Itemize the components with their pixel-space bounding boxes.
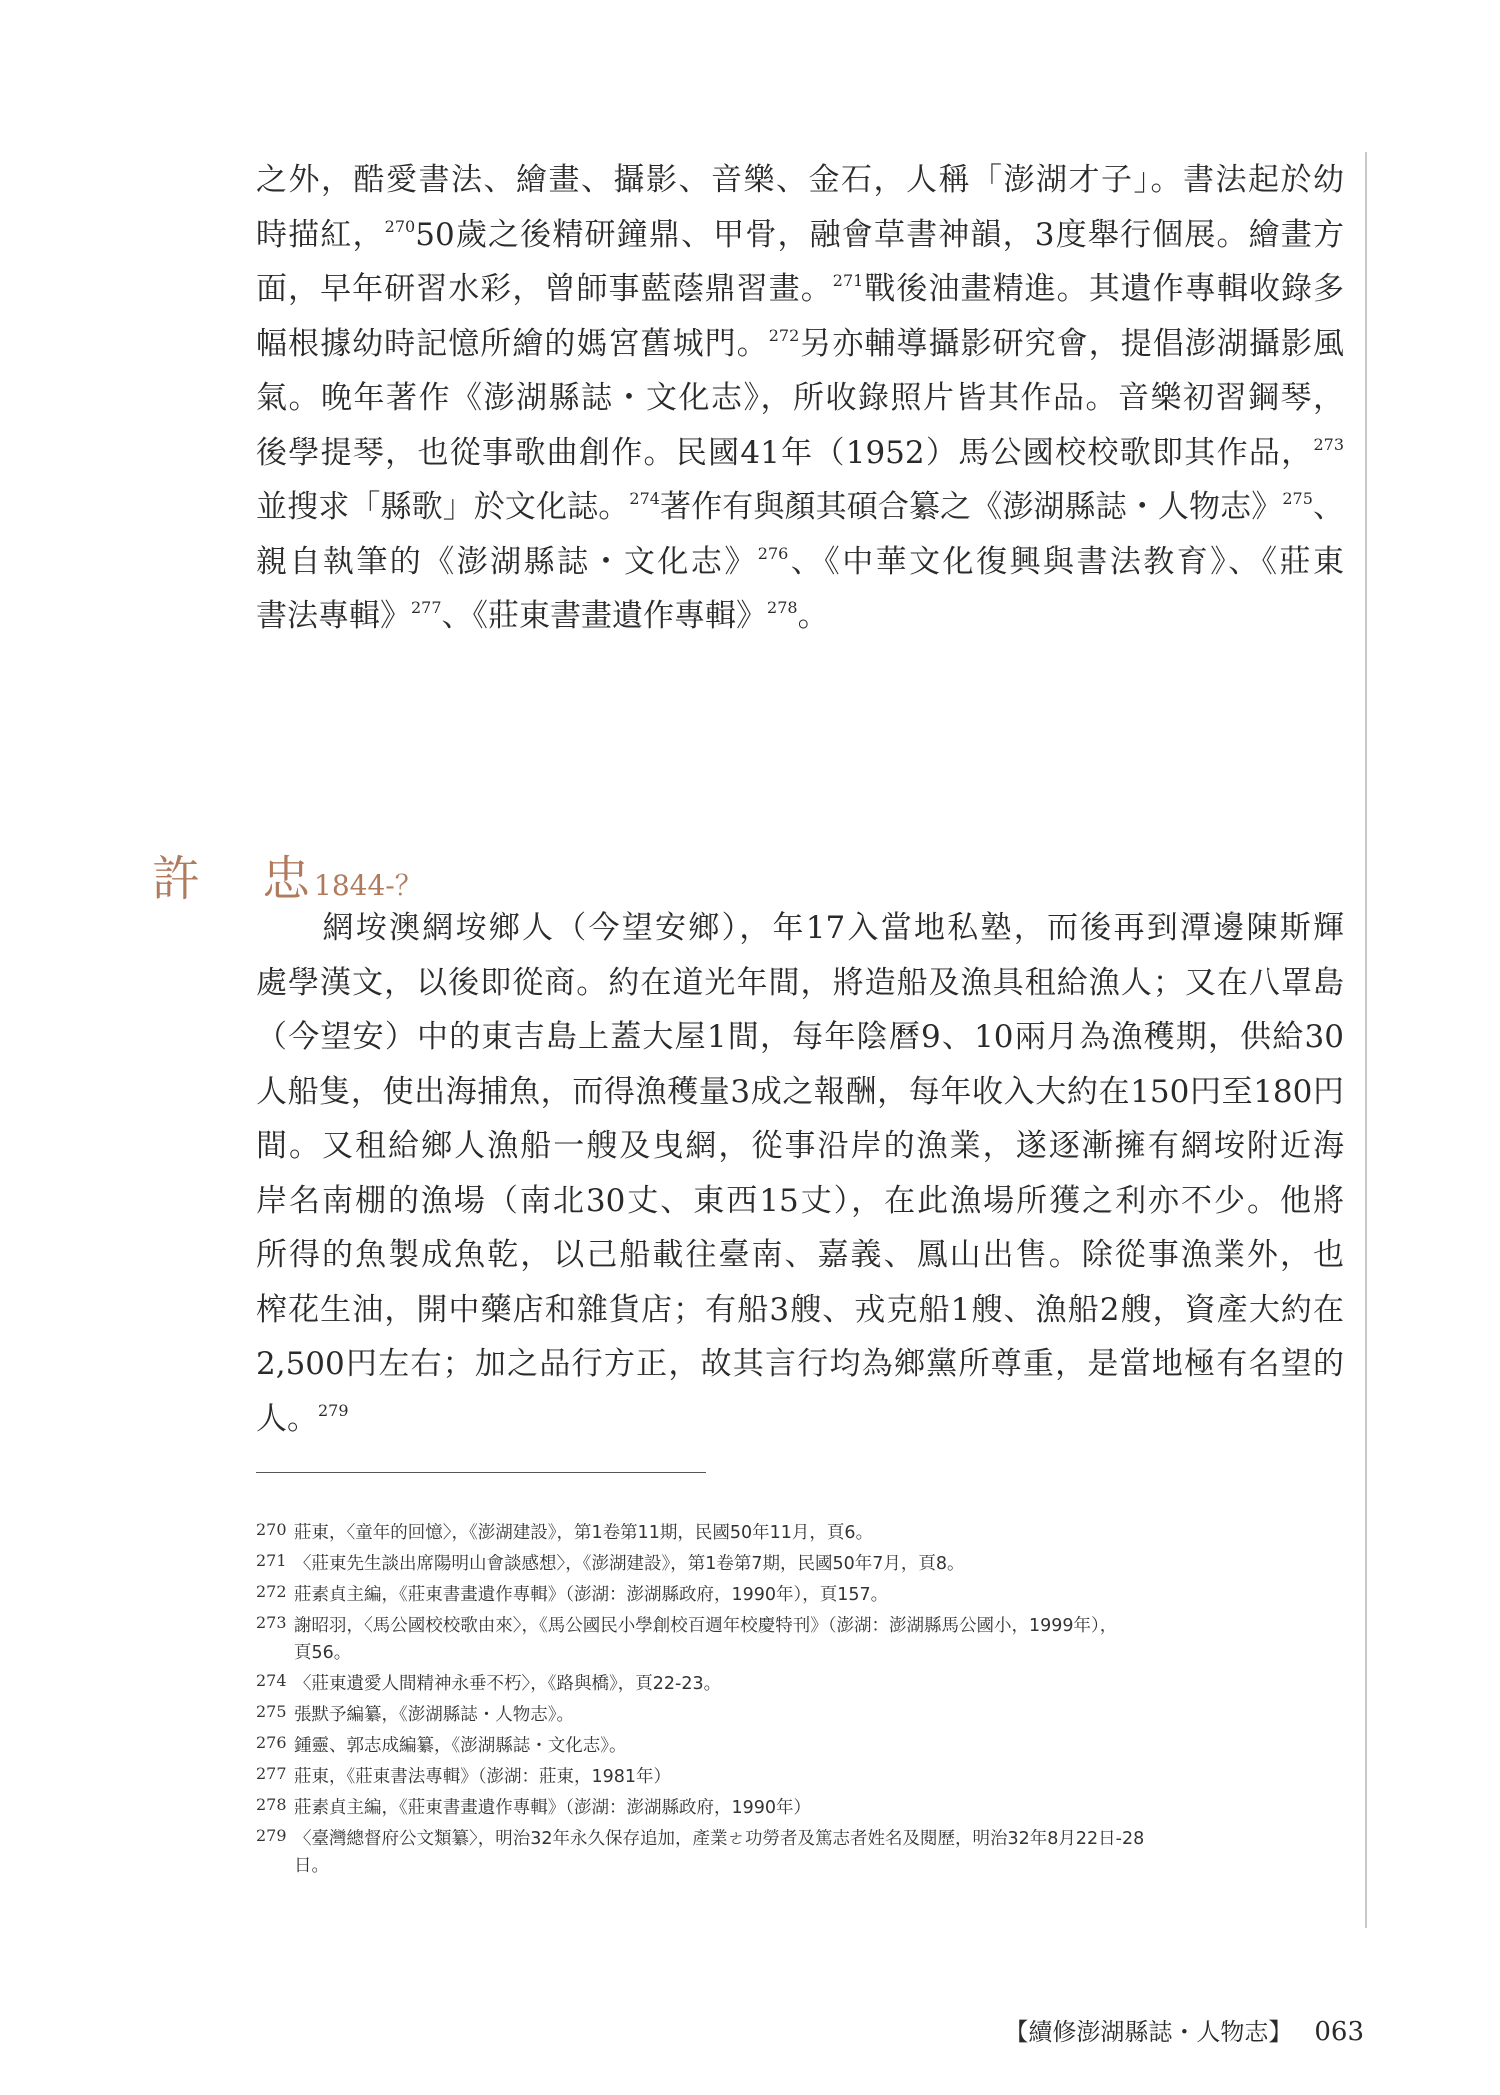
text-line: 處學漢文，以後即從商。約在道光年間，將造船及漁具租給漁人；又在八罩島 <box>256 964 1344 1001</box>
footnote-number: 279 <box>256 1826 287 1845</box>
text-line: 人船隻，使出海捕魚，而得漁穫量3成之報酬，每年收入大約在150円至180円 <box>256 1073 1344 1110</box>
footnote <box>256 1764 1346 1791</box>
text-line: 氣。晚年著作《澎湖縣誌・文化志》，所收錄照片皆其作品。音樂初習鋼琴， <box>256 380 1344 416</box>
page-number: 063 <box>1314 2017 1364 2047</box>
paragraph-2 <box>256 901 1344 1446</box>
footnotes <box>256 1520 1346 1884</box>
text-line: 之外，酷愛書法、繪畫、攝影、音樂、金石，人稱「澎湖才子」。書法起於幼 <box>256 162 1344 198</box>
entry-heading <box>152 840 423 909</box>
footnote-text: 莊東，〈童年的回憶〉，《澎湖建設》，第1卷第11期，民國50年11月，頁6。 <box>294 1523 874 1543</box>
footnote-text-cont: 頁56。 <box>294 1643 352 1663</box>
footnote-text: 〈莊東先生談出席陽明山會談感想〉，《澎湖建設》，第1卷第7期，民國50年7月，頁8。 <box>294 1554 965 1574</box>
footnote-ref[interactable]: 270 <box>384 216 416 236</box>
margin-rule <box>1365 152 1367 1928</box>
text-line: 岸名南棚的漁場（南北30丈、東西15丈），在此漁場所獲之利亦不少。他將 <box>256 1182 1344 1219</box>
footnote-ref[interactable]: 275 <box>1282 489 1313 508</box>
footnote-number: 274 <box>256 1671 287 1690</box>
text-line: 親自執筆的《澎湖縣誌・文化志》$^{276}$、《中華文化復興與書法教育》、《莊東 <box>256 543 1344 580</box>
text-line: 幅根據幼時記憶所繪的媽宮舊城門。$^{272}$另亦輔導攝影研究會，提倡澎湖攝影風 <box>256 325 1344 362</box>
footnote-number: 275 <box>256 1702 287 1721</box>
heading-name-char: 許 <box>152 851 201 907</box>
footnote <box>256 1826 1346 1880</box>
footnote-text: 〈臺灣總督府公文類纂〉，明治32年永久保存追加，產業ㄜ功勞者及篤志者姓名及閱歷，明治32年8月22日-28 <box>294 1829 1145 1849</box>
footnote-text: 鍾靈、郭志成編纂，《澎湖縣誌・文化志》。 <box>294 1736 627 1756</box>
footnote-ref[interactable]: 273 <box>1313 434 1344 454</box>
footnote <box>256 1733 1346 1760</box>
text-line: 書法專輯》$^{277}$、《莊東書畫遺作專輯》$^{278}$。 <box>256 598 829 634</box>
text-line: 2,500円左右；加之品行方正，故其言行均為鄉黨所尊重，是當地極有名望的 <box>256 1346 1344 1382</box>
footnote-text: 莊素貞主編，《莊東書畫遺作專輯》（澎湖：澎湖縣政府，1990年），頁157。 <box>294 1585 889 1605</box>
paragraph-1 <box>256 153 1344 644</box>
footnote <box>256 1613 1346 1667</box>
footnote-number: 271 <box>256 1551 287 1570</box>
text-line: 時描紅，$^{270}$50歲之後精研鐘鼎、甲骨，融會草書神韻，3度舉行個展。繪畫方 <box>256 216 1345 253</box>
footnote-text-cont: 日。 <box>294 1856 329 1876</box>
footnote <box>256 1582 1346 1609</box>
footnote-number: 277 <box>256 1764 287 1783</box>
footnote-ref[interactable]: 271 <box>832 271 864 290</box>
footnote-text: 〈莊東遺愛人間精神永垂不朽〉，《路與橋》，頁22-23。 <box>294 1674 722 1694</box>
text-line: 後學提琴，也從事歌曲創作。民國41年（1952）馬公國校校歌即其作品，$^{273}$ <box>256 434 1344 471</box>
footnote <box>256 1795 1346 1822</box>
text-line: 面，早年研習水彩，曾師事藍蔭鼎習畫。$^{271}$戰後油畫精進。其遺作專輯收錄多 <box>256 271 1345 307</box>
text-line: 並搜求「縣歌」於文化誌。$^{274}$著作有與顏其碩合纂之《澎湖縣誌・人物志》$^{275}$、 <box>256 489 1345 525</box>
text-line: 間。又租給鄉人漁船一艘及曳網，從事沿岸的漁業，遂逐漸擁有網垵附近海 <box>256 1128 1344 1164</box>
footnote-text: 謝昭羽，〈馬公國校校歌由來〉，《馬公國民小學創校百週年校慶特刊》（澎湖：澎湖縣馬公國小，1999年）， <box>294 1616 1118 1636</box>
footnote-number: 273 <box>256 1613 287 1632</box>
running-footer <box>1004 2012 1364 2047</box>
book-title: 【續修澎湖縣誌・人物志】 <box>1004 2018 1293 2046</box>
footnote <box>256 1671 1346 1698</box>
footnote-ref[interactable]: 272 <box>768 325 800 345</box>
text-line: 網垵澳網垵鄉人（今望安鄉），年17入當地私塾，而後再到潭邊陳斯輝 <box>256 910 1344 946</box>
footnote <box>256 1520 1346 1547</box>
footnote-ref[interactable]: 279 <box>318 1400 349 1420</box>
footnote-text: 莊素貞主編，《莊東書畫遺作專輯》（澎湖：澎湖縣政府，1990年） <box>294 1798 812 1818</box>
footnote <box>256 1551 1346 1578</box>
footnote-number: 270 <box>256 1520 287 1539</box>
footnote-text: 莊東，《莊東書法專輯》（澎湖：莊東，1981年） <box>294 1767 672 1787</box>
heading-years: 1844-？ <box>314 869 423 902</box>
text-line: 人。$^{279}$ <box>256 1400 349 1437</box>
text-line: 榨花生油，開中藥店和雜貨店；有船3艘、戎克船1艘、漁船2艘，資產大約在 <box>256 1291 1344 1328</box>
footnote-number: 272 <box>256 1582 287 1601</box>
heading-name-char: 忠 <box>262 851 311 907</box>
footnote <box>256 1702 1346 1729</box>
footnote-ref[interactable]: 274 <box>629 489 660 508</box>
footnote-ref[interactable]: 277 <box>411 598 442 617</box>
text-line: 所得的魚製成魚乾，以己船載往臺南、嘉義、鳳山出售。除從事漁業外，也 <box>256 1237 1344 1273</box>
text-line: （今望安）中的東吉島上蓋大屋1間，每年陰曆9、10兩月為漁穫期，供給30 <box>256 1019 1344 1055</box>
footnote-separator <box>256 1472 706 1473</box>
footnote-text: 張默予編纂，《澎湖縣誌・人物志》。 <box>294 1705 574 1725</box>
footnote-ref[interactable]: 276 <box>757 543 789 563</box>
footnote-ref[interactable]: 278 <box>767 598 798 617</box>
footnote-number: 278 <box>256 1795 287 1814</box>
footnote-number: 276 <box>256 1733 287 1752</box>
